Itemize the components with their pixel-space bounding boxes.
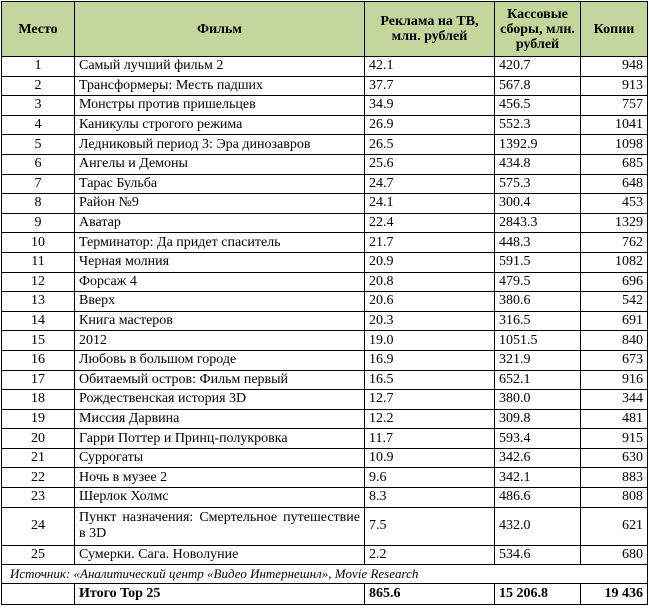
- rank-cell: 1: [2, 57, 75, 77]
- tv-ads-cell: 19.0: [365, 331, 495, 351]
- tv-ads-cell: 12.7: [365, 390, 495, 410]
- tv-ads-cell: 26.5: [365, 135, 495, 155]
- rank-cell: 24: [2, 507, 75, 545]
- table-row: [2, 390, 648, 410]
- box-office-cell: 432.0: [495, 507, 581, 545]
- copies-cell: 762: [581, 233, 648, 253]
- rank-cell: 21: [2, 448, 75, 468]
- film-title-cell: Суррогаты: [75, 448, 365, 468]
- source-note: Источник: «Аналитический центр «Видео Интернешнл», Movie Research: [2, 565, 648, 584]
- film-title-cell: Терминатор: Да придет спаситель: [75, 233, 365, 253]
- film-title-cell: Книга мастеров: [75, 311, 365, 331]
- table-row: [2, 213, 648, 233]
- header-box-office: Кассовые сборы, млн. рублей: [495, 2, 581, 57]
- box-office-cell: 434.8: [495, 154, 581, 174]
- film-title-cell: Сумерки. Сага. Новолуние: [75, 545, 365, 565]
- box-office-cell: 300.4: [495, 194, 581, 214]
- table-row: [2, 76, 648, 96]
- box-office-cell: 309.8: [495, 409, 581, 429]
- copies-cell: 691: [581, 311, 648, 331]
- box-office-cell: 380.0: [495, 390, 581, 410]
- copies-cell: 757: [581, 96, 648, 116]
- tv-ads-cell: 12.2: [365, 409, 495, 429]
- tv-ads-cell: 11.7: [365, 429, 495, 449]
- film-title-cell: 2012: [75, 331, 365, 351]
- tv-ads-cell: 20.8: [365, 272, 495, 292]
- box-office-cell: 321.9: [495, 350, 581, 370]
- box-office-cell: 552.3: [495, 115, 581, 135]
- box-office-cell: 380.6: [495, 292, 581, 312]
- rank-cell: 20: [2, 429, 75, 449]
- copies-cell: 913: [581, 76, 648, 96]
- film-title-cell: Каникулы строгого режима: [75, 115, 365, 135]
- box-office-cell: 342.1: [495, 468, 581, 488]
- tv-ads-cell: 16.5: [365, 370, 495, 390]
- table-row: [2, 252, 648, 272]
- box-office-cell: 652.1: [495, 370, 581, 390]
- box-office-cell: 2843.3: [495, 213, 581, 233]
- table-row: [2, 429, 648, 449]
- tv-ads-cell: 7.5: [365, 507, 495, 545]
- table-row: [2, 154, 648, 174]
- box-office-cell: 534.6: [495, 545, 581, 565]
- table-body: [2, 57, 648, 565]
- rank-cell: 2: [2, 76, 75, 96]
- box-office-cell: 575.3: [495, 174, 581, 194]
- box-office-cell: 567.8: [495, 76, 581, 96]
- table-row: [2, 350, 648, 370]
- copies-cell: 344: [581, 390, 648, 410]
- copies-cell: 883: [581, 468, 648, 488]
- film-title-cell: Миссия Дарвина: [75, 409, 365, 429]
- rank-cell: 18: [2, 390, 75, 410]
- tv-ads-cell: 10.9: [365, 448, 495, 468]
- table-row: [2, 488, 648, 508]
- copies-cell: 630: [581, 448, 648, 468]
- tv-ads-cell: 42.1: [365, 57, 495, 77]
- box-office-cell: 486.6: [495, 488, 581, 508]
- tv-ads-cell: 2.2: [365, 545, 495, 565]
- film-title-cell: Гарри Поттер и Принц-полукровка: [75, 429, 365, 449]
- tv-ads-cell: 20.9: [365, 252, 495, 272]
- rank-cell: 13: [2, 292, 75, 312]
- table-row: [2, 468, 648, 488]
- rank-cell: 10: [2, 233, 75, 253]
- tv-ads-cell: 8.3: [365, 488, 495, 508]
- tv-ads-cell: 34.9: [365, 96, 495, 116]
- tv-ads-cell: 20.6: [365, 292, 495, 312]
- box-office-cell: 479.5: [495, 272, 581, 292]
- film-title-cell: Трансформеры: Месть падших: [75, 76, 365, 96]
- copies-cell: 685: [581, 154, 648, 174]
- copies-cell: 915: [581, 429, 648, 449]
- film-title-cell: Рождественская история 3D: [75, 390, 365, 410]
- rank-cell: 6: [2, 154, 75, 174]
- rank-cell: 7: [2, 174, 75, 194]
- copies-cell: 1098: [581, 135, 648, 155]
- copies-cell: 621: [581, 507, 648, 545]
- table-row: [2, 311, 648, 331]
- film-title-cell: Обитаемый остров: Фильм первый: [75, 370, 365, 390]
- copies-cell: 696: [581, 272, 648, 292]
- tv-ads-cell: 24.1: [365, 194, 495, 214]
- total-empty-cell: [2, 584, 75, 605]
- film-title-cell: Монстры против пришельцев: [75, 96, 365, 116]
- table-row: [2, 233, 648, 253]
- rank-cell: 16: [2, 350, 75, 370]
- rank-cell: 4: [2, 115, 75, 135]
- film-title-cell: Пункт назначения: Смертельное путешествие в 3D: [75, 507, 365, 545]
- film-title-cell: Шерлок Холмс: [75, 488, 365, 508]
- header-copies: Копии: [581, 2, 648, 57]
- rank-cell: 25: [2, 545, 75, 565]
- tv-ads-cell: 37.7: [365, 76, 495, 96]
- table-row: [2, 272, 648, 292]
- box-office-cell: 316.5: [495, 311, 581, 331]
- tv-ads-cell: 25.6: [365, 154, 495, 174]
- rank-cell: 22: [2, 468, 75, 488]
- film-title-cell: Ангелы и Демоны: [75, 154, 365, 174]
- rank-cell: 14: [2, 311, 75, 331]
- table-row: [2, 194, 648, 214]
- copies-cell: 542: [581, 292, 648, 312]
- box-office-cell: 448.3: [495, 233, 581, 253]
- film-title-cell: Любовь в большом городе: [75, 350, 365, 370]
- copies-cell: 648: [581, 174, 648, 194]
- tv-ads-cell: 21.7: [365, 233, 495, 253]
- tv-ads-cell: 9.6: [365, 468, 495, 488]
- copies-cell: 808: [581, 488, 648, 508]
- table-row: [2, 115, 648, 135]
- table-row: [2, 174, 648, 194]
- copies-cell: 673: [581, 350, 648, 370]
- header-rank: Место: [2, 2, 75, 57]
- header-tv-ads: Реклама на ТВ, млн. рублей: [365, 2, 495, 57]
- film-title-cell: Ледниковый период 3: Эра динозавров: [75, 135, 365, 155]
- rank-cell: 11: [2, 252, 75, 272]
- tv-ads-cell: 26.9: [365, 115, 495, 135]
- film-title-cell: Аватар: [75, 213, 365, 233]
- total-tv-ads: 865.6: [365, 584, 495, 605]
- table-row: [2, 135, 648, 155]
- film-title-cell: Район №9: [75, 194, 365, 214]
- table-row: [2, 96, 648, 116]
- copies-cell: 680: [581, 545, 648, 565]
- header-row: [2, 2, 648, 57]
- copies-cell: 948: [581, 57, 648, 77]
- rank-cell: 23: [2, 488, 75, 508]
- copies-cell: 916: [581, 370, 648, 390]
- rank-cell: 3: [2, 96, 75, 116]
- film-title-cell: Тарас Бульба: [75, 174, 365, 194]
- total-row: [2, 584, 648, 605]
- rank-cell: 15: [2, 331, 75, 351]
- copies-cell: 481: [581, 409, 648, 429]
- total-box-office: 15 206.8: [495, 584, 581, 605]
- table-row: [2, 57, 648, 77]
- copies-cell: 1082: [581, 252, 648, 272]
- total-label: Итого Top 25: [75, 584, 365, 605]
- films-table: [1, 1, 648, 605]
- rank-cell: 19: [2, 409, 75, 429]
- box-office-cell: 1392.9: [495, 135, 581, 155]
- tv-ads-cell: 16.9: [365, 350, 495, 370]
- rank-cell: 17: [2, 370, 75, 390]
- rank-cell: 5: [2, 135, 75, 155]
- box-office-cell: 342.6: [495, 448, 581, 468]
- film-title-cell: Ночь в музее 2: [75, 468, 365, 488]
- table-row: [2, 331, 648, 351]
- copies-cell: 453: [581, 194, 648, 214]
- film-title-cell: Черная молния: [75, 252, 365, 272]
- source-row: [2, 565, 648, 584]
- box-office-cell: 420.7: [495, 57, 581, 77]
- table-row: [2, 370, 648, 390]
- film-title-cell: Самый лучший фильм 2: [75, 57, 365, 77]
- tv-ads-cell: 20.3: [365, 311, 495, 331]
- rank-cell: 9: [2, 213, 75, 233]
- header-film: Фильм: [75, 2, 365, 57]
- table-row: [2, 545, 648, 565]
- copies-cell: 840: [581, 331, 648, 351]
- rank-cell: 8: [2, 194, 75, 214]
- film-title-cell: Форсаж 4: [75, 272, 365, 292]
- tv-ads-cell: 24.7: [365, 174, 495, 194]
- total-copies: 19 436: [581, 584, 648, 605]
- tv-ads-cell: 22.4: [365, 213, 495, 233]
- copies-cell: 1041: [581, 115, 648, 135]
- rank-cell: 12: [2, 272, 75, 292]
- film-title-cell: Вверх: [75, 292, 365, 312]
- table-row: [2, 292, 648, 312]
- box-office-cell: 591.5: [495, 252, 581, 272]
- table-row: [2, 409, 648, 429]
- table-row: [2, 448, 648, 468]
- box-office-cell: 456.5: [495, 96, 581, 116]
- box-office-cell: 593.4: [495, 429, 581, 449]
- box-office-cell: 1051.5: [495, 331, 581, 351]
- table-row: [2, 507, 648, 545]
- copies-cell: 1329: [581, 213, 648, 233]
